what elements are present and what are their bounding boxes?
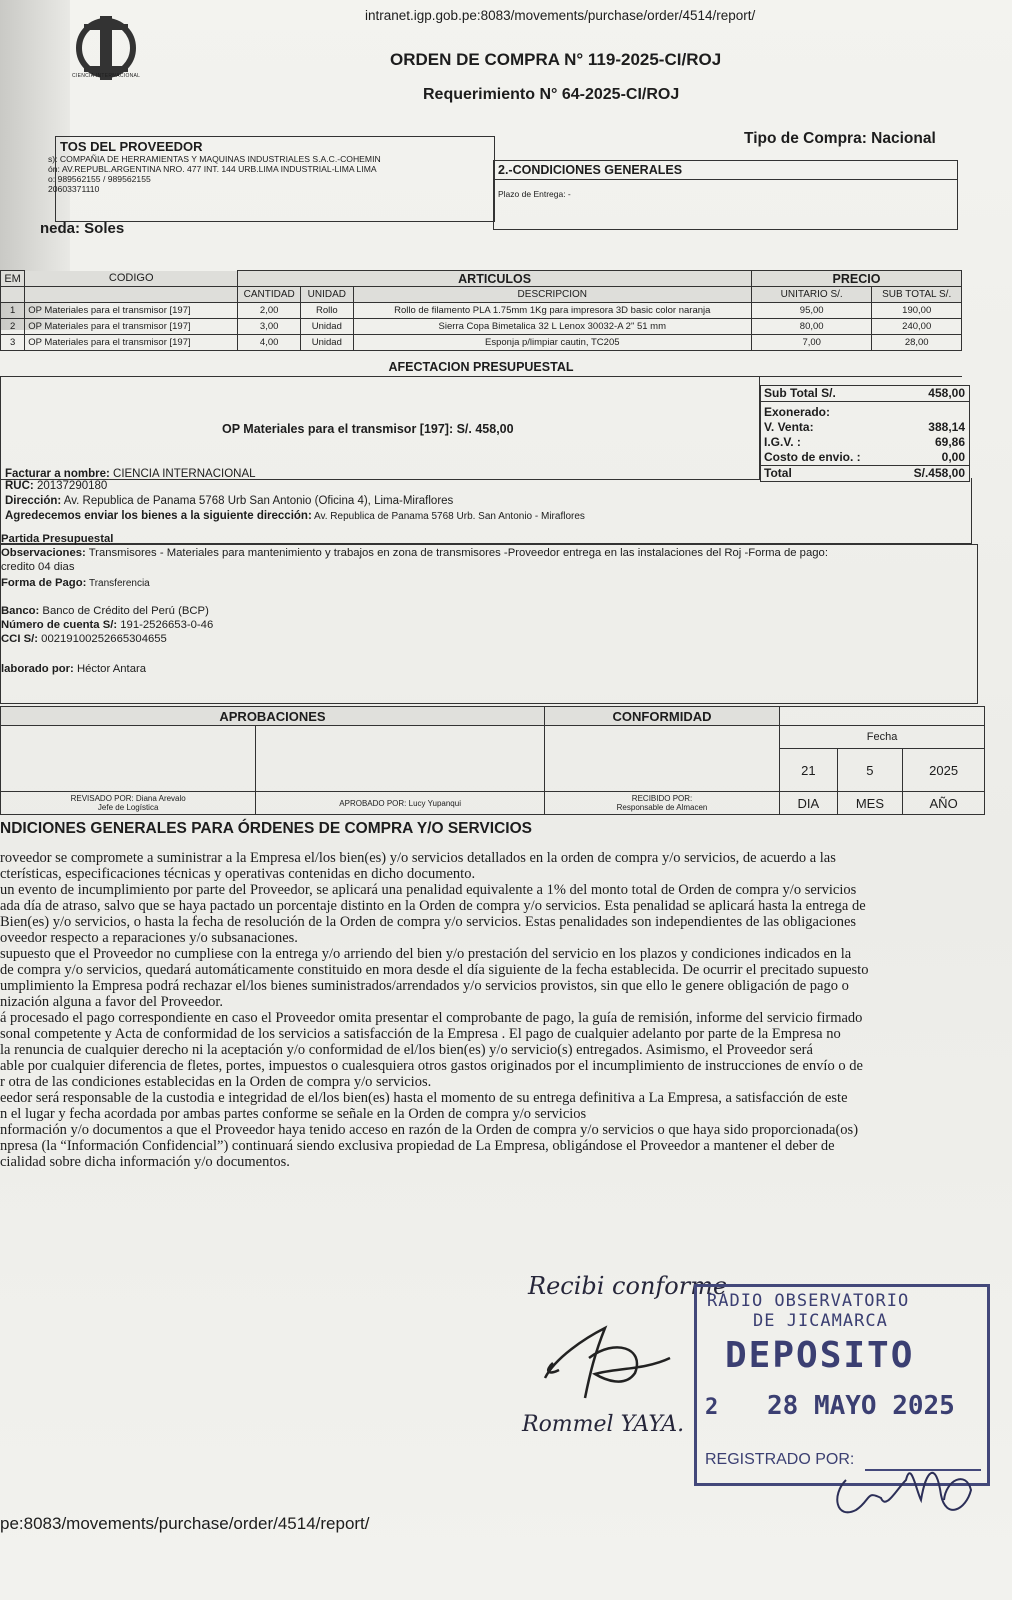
reviewed-by-role: Jefe de Logística bbox=[97, 803, 159, 812]
condition-line: n el lugar y fecha acordada por ambas partes conforme se señale en la Orden de compra y/o servicios bbox=[0, 1106, 587, 1122]
approvals-table bbox=[0, 706, 985, 815]
currency: neda: Soles bbox=[40, 220, 125, 237]
purchase-type: Tipo de Compra: Nacional bbox=[744, 130, 936, 147]
col-codigo-blank bbox=[25, 287, 238, 303]
item-description: Sierra Copa Bimetalica 32 L Lenox 30032-A 2" 51 mm bbox=[353, 319, 751, 335]
col-descripcion: DESCRIPCION bbox=[353, 287, 751, 303]
item-description: Rollo de filamento PLA 1.75mm 1Kg para impresora 3D basic color naranja bbox=[353, 303, 751, 319]
col-subtotal: SUB TOTAL S/. bbox=[872, 287, 962, 303]
approved-sign-area bbox=[256, 726, 545, 792]
stamp-line-2: DE JICAMARCA bbox=[753, 1311, 888, 1331]
articles-title: ARTICULOS bbox=[238, 271, 752, 287]
billing-ruc-label: RUC: bbox=[5, 480, 34, 492]
condition-line: supuesto que el Proveedor no cumpliese con la entrega y/o arriendo del bien y/o prestación del servicio en los plazos y condiciones indicados en la bbox=[0, 946, 852, 962]
col-unitario: UNITARIO S/. bbox=[751, 287, 871, 303]
billing-name-value: CIENCIA INTERNACIONAL bbox=[109, 468, 256, 480]
date-label: Fecha bbox=[780, 726, 985, 749]
payment-method-value: Transferencia bbox=[86, 578, 150, 589]
delivery-term: Plazo de Entrega: - bbox=[498, 189, 571, 199]
billing-address-value: Av. Republica de Panama 5768 Urb San Antonio (Oficina 4), Lima-Miraflores bbox=[61, 495, 454, 507]
item-unit-price: 95,00 bbox=[751, 303, 871, 319]
envio-value: 0,00 bbox=[941, 450, 965, 464]
billing-name-label: Facturar a nombre: bbox=[5, 468, 110, 480]
received-sign-area bbox=[544, 726, 779, 792]
stamp-number: 2 bbox=[705, 1395, 719, 1420]
stamp-deposito: DEPOSITO bbox=[725, 1335, 915, 1376]
igv-label: I.G.V. : bbox=[764, 435, 801, 449]
venta-label: V. Venta: bbox=[764, 420, 814, 434]
subtotal-label: Sub Total S/. bbox=[764, 386, 836, 400]
supplier-title: TOS DEL PROVEEDOR bbox=[60, 139, 203, 154]
cci-value: 00219100252665304655 bbox=[38, 633, 167, 645]
reviewed-by-name: REVISADO POR: Diana Arevalo bbox=[70, 794, 186, 803]
item-code: OP Materiales para el transmisor [197] bbox=[25, 303, 238, 319]
observations-cont: credito 04 dias bbox=[1, 561, 75, 573]
day-label: DIA bbox=[780, 792, 838, 815]
billing-ruc-value: 20137290180 bbox=[33, 480, 108, 492]
items-table bbox=[0, 270, 962, 351]
condition-line: nformación y/o documentos a que el Proveedor haya tenido acceso en razón de la Orden de compra y/o servicios o que haya sido proporcionada(os) bbox=[0, 1122, 859, 1138]
col-item-blank bbox=[1, 287, 25, 303]
bank bbox=[1, 605, 209, 617]
col-unidad: UNIDAD bbox=[301, 287, 354, 303]
general-conditions-title: 2.-CONDICIONES GENERALES bbox=[494, 161, 957, 180]
prepared-by-value: Héctor Antara bbox=[73, 663, 147, 675]
item-unit: Rollo bbox=[301, 303, 354, 319]
item-quantity: 3,00 bbox=[238, 319, 301, 335]
prepared-by bbox=[1, 663, 146, 675]
date-day: 21 bbox=[780, 749, 838, 792]
col-cantidad: CANTIDAD bbox=[238, 287, 301, 303]
condition-line: á procesado el pago correspondiente en caso el Proveedor omita presentar el comprobante de pago, la guía de remisión, informe del servicio firmado bbox=[0, 1010, 863, 1026]
supplier-box bbox=[48, 136, 495, 222]
supplier-ruc: 20603371110 bbox=[48, 184, 100, 194]
stamp-line-1: RADIO OBSERVATORIO bbox=[707, 1291, 910, 1311]
conditions-text bbox=[0, 850, 1000, 1170]
supplier-name: s): COMPAÑIA DE HERRAMIENTAS Y MAQUINAS INDUSTRIALES S.A.C.-COHEMIN bbox=[48, 154, 381, 164]
exonerado-label: Exonerado: bbox=[764, 405, 831, 419]
condition-line: able por cualquier diferencia de fletes, portes, impuestos o cualesquiera otros gastos originados por el incumplimiento de instrucciones de envío o de bbox=[0, 1058, 863, 1074]
table-row bbox=[1, 335, 962, 351]
month-label: MES bbox=[837, 792, 903, 815]
condition-line: sonal competente y Acta de conformidad de los servicios a satisfacción de la Empresa . El pago de cualquier adelanto por parte de la Empresa no bbox=[0, 1026, 841, 1042]
delivery-address-label: Agredecemos enviar los bienes a la siguiente dirección: bbox=[5, 510, 312, 522]
payment-method bbox=[1, 577, 150, 589]
condition-line: oveedor respecto a reparaciones y/o subsanaciones. bbox=[0, 930, 298, 946]
condition-line: de compra y/o servicios, quedará automáticamente constituido en mora desde el día siguiente de la fecha establecida. De ocurrir el precitado supuesto bbox=[0, 962, 869, 978]
igv-row bbox=[761, 435, 969, 450]
date-header-blank bbox=[780, 707, 985, 726]
col-codigo: CODIGO bbox=[25, 271, 238, 287]
condition-line: r otra de las condiciones establecidas en la Orden de compra y/o servicios. bbox=[0, 1074, 432, 1090]
condition-line: npresa (la “Información Confidencial”) continuará siendo exclusiva propiedad de La Empresa, obligándose el Proveedor a mantener el deber de bbox=[0, 1138, 835, 1154]
order-title: ORDEN DE COMPRA N° 119-2025-CI/ROJ bbox=[390, 50, 722, 69]
item-quantity: 4,00 bbox=[238, 335, 301, 351]
table-row bbox=[1, 303, 962, 319]
exonerado-row bbox=[761, 405, 969, 420]
item-code: OP Materiales para el transmisor [197] bbox=[25, 335, 238, 351]
logo-caption: CIENCIA INTERNACIONAL bbox=[72, 73, 141, 79]
handwritten-name: Rommel YAYA. bbox=[522, 1412, 685, 1437]
item-number: 1 bbox=[1, 303, 25, 319]
cci bbox=[1, 633, 167, 645]
subtotal-value: 458,00 bbox=[928, 386, 965, 400]
budget-allocation-text: OP Materiales para el transmisor [197]: S/. 458,00 bbox=[222, 422, 514, 436]
venta-row bbox=[761, 420, 969, 435]
bank-value: Banco de Crédito del Perú (BCP) bbox=[39, 605, 209, 617]
envio-row bbox=[761, 450, 969, 466]
budget-allocation-title: AFECTACION PRESUPUESTAL bbox=[0, 360, 962, 377]
condition-line: nización alguna a favor del Proveedor. bbox=[0, 994, 224, 1010]
table-row bbox=[1, 319, 962, 335]
envio-label: Costo de envio. : bbox=[764, 450, 861, 464]
item-subtotal: 190,00 bbox=[872, 303, 962, 319]
condition-line: Bien(es) y/o servicios, o hasta la fecha de resolución de la Orden de compra y/o servicios. Estas penalidades son independientes de las obligaciones bbox=[0, 914, 857, 930]
stamp-date: 28 MAYO 2025 bbox=[767, 1391, 955, 1421]
reviewed-sign-area bbox=[1, 726, 256, 792]
received-by bbox=[544, 792, 779, 815]
condition-line: eedor será responsable de la custodia e integridad de el/los bien(es) hasta el momento de su entrega definitiva a La Empresa, a satisfacción de este bbox=[0, 1090, 848, 1106]
total-label: Total bbox=[764, 466, 792, 480]
payment-method-label: Forma de Pago: bbox=[1, 577, 87, 589]
item-unit-price: 80,00 bbox=[751, 319, 871, 335]
total-value: S/.458,00 bbox=[913, 466, 965, 480]
condition-line: ada día de atraso, salvo que se haya pactado un porcentaje distinto en la Orden de compra y/o servicios. Esta penalidad se aplicará hasta la entrega de bbox=[0, 898, 866, 914]
observations bbox=[1, 547, 828, 559]
reviewed-by bbox=[1, 792, 256, 815]
item-unit: Unidad bbox=[301, 335, 354, 351]
delivery-address-value: Av. Republica de Panama 5768 Urb. San Antonio - Miraflores bbox=[311, 511, 585, 522]
date-month: 5 bbox=[837, 749, 903, 792]
igv-value: 69,86 bbox=[934, 435, 965, 449]
stamp-signature bbox=[826, 1450, 976, 1530]
observations-box bbox=[0, 533, 978, 704]
supplier-phone: o: 989562155 / 989562155 bbox=[48, 174, 151, 184]
requirement-title: Requerimiento N° 64-2025-CI/ROJ bbox=[423, 86, 680, 103]
supplier-address: ón: AV.REPUBL.ARGENTINA NRO. 477 INT. 144 URB.LIMA INDUSTRIAL-LIMA LIMA bbox=[48, 164, 377, 174]
general-conditions-box bbox=[493, 160, 958, 230]
url-bottom: pe:8083/movements/purchase/order/4514/report/ bbox=[0, 1514, 370, 1533]
item-subtotal: 28,00 bbox=[872, 335, 962, 351]
item-number: 2 bbox=[1, 319, 25, 335]
col-item: EM bbox=[1, 271, 25, 287]
condition-line: umplimiento la Empresa podrá rechazar el/los bienes suministrados/arrendados y/o servicios provistos, sin que ello le genere obligación de pago o bbox=[0, 978, 849, 994]
item-subtotal: 240,00 bbox=[872, 319, 962, 335]
condition-line: cialidad sobre dicha información y/o documentos. bbox=[0, 1154, 290, 1170]
handwritten-signature bbox=[525, 1318, 675, 1408]
received-by-label: RECIBIDO POR: bbox=[631, 794, 693, 803]
venta-value: 388,14 bbox=[928, 420, 965, 434]
subtotal-row bbox=[761, 386, 969, 402]
totals-box bbox=[760, 385, 970, 482]
prepared-by-label: laborado por: bbox=[1, 663, 74, 675]
item-unit: Unidad bbox=[301, 319, 354, 335]
bank-label: Banco: bbox=[1, 605, 40, 617]
billing-name bbox=[5, 468, 256, 480]
account-number bbox=[1, 619, 213, 631]
handwritten-received-note: Recibi conforme bbox=[528, 1272, 728, 1300]
delivery-address bbox=[5, 510, 585, 522]
item-code: OP Materiales para el transmisor [197] bbox=[25, 319, 238, 335]
item-unit-price: 7,00 bbox=[751, 335, 871, 351]
condition-line: roveedor se compromete a suministrar a la Empresa el/los bien(es) y/o servicios detallados en la orden de compra y/o servicios, de acuerdo a las bbox=[0, 850, 836, 866]
billing-address-label: Dirección: bbox=[5, 495, 62, 507]
item-description: Esponja p/limpiar cautin, TC205 bbox=[353, 335, 751, 351]
billing-ruc bbox=[5, 480, 107, 492]
observations-value: Transmisores - Materiales para mantenimiento y trabajos en zona de transmisores -Proveedor entrega en las instalaciones del Roj -Forma de pago: bbox=[85, 547, 828, 559]
approvals-title: APROBACIONES bbox=[1, 707, 545, 726]
price-title: PRECIO bbox=[751, 271, 961, 287]
account-number-label: Número de cuenta S/: bbox=[1, 619, 118, 631]
observations-label: Observaciones: bbox=[1, 547, 86, 559]
condition-line: un evento de incumplimiento por parte del Proveedor, se aplicará una penalidad equivalente a 1% del monto total de Orden de compra y/o servicios bbox=[0, 882, 857, 898]
conformity-title: CONFORMIDAD bbox=[544, 707, 779, 726]
date-year: 2025 bbox=[903, 749, 985, 792]
stamp-registered-by: REGISTRADO POR: bbox=[705, 1451, 855, 1468]
year-label: AÑO bbox=[903, 792, 985, 815]
conditions-title: NDICIONES GENERALES PARA ÓRDENES DE COMPRA Y/O SERVICIOS bbox=[0, 820, 532, 837]
condition-line: cterísticas, especificaciones técnicas y operativas contenidas en dicho documento. bbox=[0, 866, 476, 882]
account-number-value: 191-2526653-0-46 bbox=[117, 619, 214, 631]
item-quantity: 2,00 bbox=[238, 303, 301, 319]
url-top: intranet.igp.gob.pe:8083/movements/purchase/order/4514/report/ bbox=[365, 8, 756, 23]
item-number: 3 bbox=[1, 335, 25, 351]
billing-address bbox=[5, 495, 453, 507]
budget-item-label: Partida Presupuestal bbox=[1, 533, 114, 545]
received-by-role: Responsable de Almacen bbox=[616, 803, 708, 812]
cci-label: CCI S/: bbox=[1, 633, 39, 645]
approved-by: APROBADO POR: Lucy Yupanqui bbox=[256, 792, 545, 815]
condition-line: la renuncia de cualquier derecho ni la aceptación y/o conformidad de el/los bien(es) y/o servicio(s) entregados. Asimismo, el Proveedor será bbox=[0, 1042, 813, 1058]
